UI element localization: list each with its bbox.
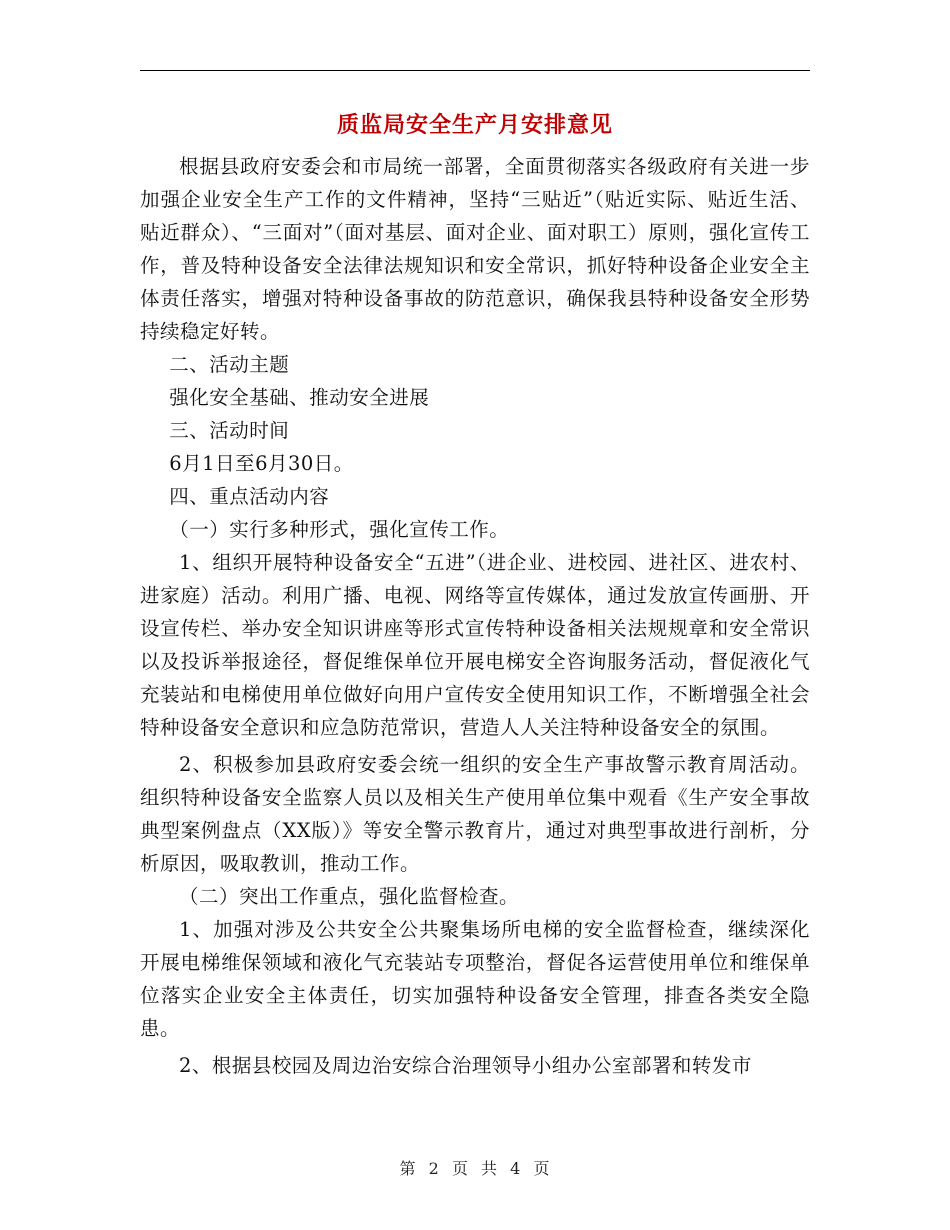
paragraph-item-1: 1、组织开展特种设备安全“五进”（进企业、进校园、进社区、进农村、进家庭）活动。利用广播、电视、网络等宣传媒体，通过发放宣传画册、开设宣传栏、举办安全知识讲座等形式宣传特种设备相关法规规章和安全常识以及投诉举报途径，督促维保单位开展电梯安全咨询服务活动，督促液化气充装站和电梯使用单位做好向用户宣传安全使用知识工作，不断增强全社会特种设备安全意识和应急防范常识，营造人人关注特种设备安全的氛围。 xyxy=(140,551,810,739)
footer-page-word: 页 xyxy=(451,1159,469,1178)
paragraph-intro: 根据县政府安委会和市局统一部署，全面贯彻落实各级政府有关进一步加强企业安全生产工作的文件精神，坚持“三贴近”（贴近实际、贴近生活、贴近群众）、“三面对”（面对基层、面对企业、面对职工）原则，强化宣传工作，普及特种设备安全法律法规知识和安全常识，抓好特种设备企业安全主体责任落实，增强对特种设备事故的防范意识，确保我县特种设备安全形势持续稳定好转。 xyxy=(140,155,810,343)
paragraph-theme: 强化安全基础、推动安全进展 xyxy=(169,386,430,409)
document-body xyxy=(140,150,810,1082)
footer-prefix: 第 xyxy=(399,1159,417,1178)
subheading-inspection: （二）突出工作重点，强化监督检查。 xyxy=(179,885,520,908)
paragraph-item-2: 2、积极参加县政府安委会统一组织的安全生产事故警示教育周活动。组织特种设备安全监察人员以及相关生产使用单位集中观看《生产安全事故典型案例盘点（XX版）》等安全警示教育片，通过对典型事故进行剖析，分析原因，吸取教训，推动工作。 xyxy=(140,753,810,875)
document-title: 质监局安全生产月安排意见 xyxy=(336,113,613,138)
heading-content: 四、重点活动内容 xyxy=(169,485,330,508)
paragraph-time: 6月1日至6月30日。 xyxy=(169,452,354,475)
header-rule xyxy=(140,70,810,71)
footer-total-word: 共 xyxy=(481,1159,499,1178)
paragraph-inspection-1: 1、加强对涉及公共安全公共聚集场所电梯的安全监督检查，继续深化开展电梯维保领域和液化气充装站专项整治，督促各运营使用单位和维保单位落实企业安全主体责任，切实加强特种设备安全管理，排查各类安全隐患。 xyxy=(140,918,810,1040)
page-footer xyxy=(0,1156,950,1179)
paragraph-inspection-2: 2、根据县校园及周边治安综合治理领导小组办公室部署和转发市 xyxy=(179,1054,752,1077)
footer-suffix: 页 xyxy=(533,1159,551,1178)
heading-time: 三、活动时间 xyxy=(169,419,290,442)
subheading-publicity: （一）实行多种形式，强化宣传工作。 xyxy=(169,518,510,541)
footer-page-number: 2 xyxy=(428,1159,440,1178)
heading-theme: 二、活动主题 xyxy=(169,353,290,376)
footer-total-pages: 4 xyxy=(510,1159,522,1178)
